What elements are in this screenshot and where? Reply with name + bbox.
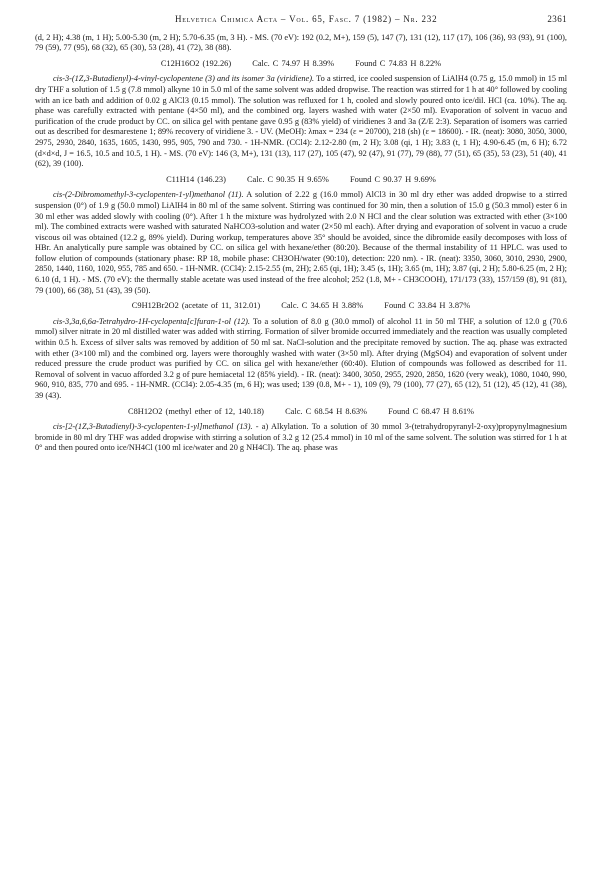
compound-title: cis-3,3a,6,6a-Tetrahydro-1H-cyclopenta[c]furan-1-ol (12). <box>53 316 250 326</box>
calc-values: Calc. C 90.35 H 9.65% <box>246 174 329 184</box>
page-number: 2361 <box>547 14 567 24</box>
formula-text: C12H16O2 (192.26) <box>160 58 232 68</box>
elemental-analysis <box>35 301 567 312</box>
calc-values: Calc. C 34.65 H 3.88% <box>281 301 364 311</box>
paragraph-body: - a) Alkylation. To a solution of 30 mmol 3-(tetrahydropyranyl-2-oxy)propynylmagnesium bromide in 80 ml dry THF was added dropwise with stirring a solution of 3.2 g 12 (25.4 mmol) in 10 ml of the same solvent. The solution was stirred for 1 h at 0° and then poured onto ice/NH4Cl (100 ml ice/water and 20 g NH4Cl). The aq. phase was <box>35 422 567 453</box>
elemental-analysis <box>35 175 567 186</box>
paragraph <box>35 190 567 296</box>
paragraph-body: A solution of 2.22 g (16.0 mmol) AlCl3 in 30 ml dry ether was added dropwise to a stirred suspension (0°) of 1.9 g (50.0 mmol) LiAlH4 in 80 ml of the same solvent. Stirring was continued for 30 min, then a solution of 15.0 g (50.3 mmol) ester 6 in 30 ml ether was added slowly with cooling (0°). After 1 h the mixture was hydrolyzed with 2.0 N HCl and the clear solution was extracted with ether (3×100 ml). The combined extracts were washed with saturated NaHCO3-solution and water (2×50 ml each). After drying and evaporation of solvent in vacuo a crude viscous oil was obtained (12.2 g, 89% yield). During workup, temperatures above 35° should be avoided, since the dibromide easily decomposes with loss of HBr. An analytically pure sample was obtained by CC. on silica gel with hexane/ether (80:20). Because of the thermal instability of 11 HPLC. was used to follow elution of compounds (stationary phase: RP 18, mobile phase: CH3OH/water (90:10), detection: 220 nm). - IR. (neat): 3350, 3060, 3010, 2930, 2900, 2850, 1440, 1160, 1020, 955, 785 and 650. - 1H-NMR. (CCl4): 2.15-2.55 (m, 2H); 2.65 (qi, 1H); 3.45 (s, 1H); 3.65 (m, 1H); 3.87 (qi, 2 H); 5.80-6.25 (m, 2 H); 6.10 (d, 1 H). - MS. (70 eV): the thermally stable acetate was used instead of the free alcohol; 252 (1.8, M+ - CH3COOH), 171/173 (33), 157/159 (8), 91 (81), 79 (100), 66 (38), 51 (43), 39 (50). <box>35 190 568 295</box>
paragraph <box>35 422 567 454</box>
found-values: Found C 90.37 H 9.69% <box>350 174 436 184</box>
found-values: Found C 74.83 H 8.22% <box>355 58 442 68</box>
journal-title: Helvetica Chimica Acta – Vol. 65, Fasc. 7 (1982) – Nr. 232 <box>174 14 438 24</box>
formula-text: C11H14 (146.23) <box>166 174 226 184</box>
calc-values: Calc. C 68.54 H 8.63% <box>285 406 367 416</box>
compound-title: cis-[2-(1Z,3-Butadienyl)-3-cyclopenten-1-yl]methanol (13). <box>53 422 253 432</box>
paragraph-body: To a stirred, ice cooled suspension of LiAlH4 (0.75 g, 15.0 mmol) in 15 ml dry THF a solution of 1.5 g (7.8 mmol) alkyne 10 in 5.0 ml of the same solvent was added dropwise. The reaction was stirred for 1 h at 40° followed by cooling with an ice bath and addition of 0.02 g AlCl3 (0.15 mmol). The solution was refluxed for 1 h, cooled and slowly poured onto ice/dil. HCl (ca. 10%). The aq. phase was carefully extracted with pentane (4×50 ml), and the combined org. layers washed with water (2×50 ml). Evaporation of solvent in vacuo and purification of the crude product by CC. on silica gel with pentane gave 0.95 g (83% yield) of viridienes 3 and 3a (Z/E 2:3). Separation of isomers was carried out as described for desmarestene 1; 89% recovery of viridiene 3. - UV. (MeOH): λmax = 234 (ε = 20700), 218 (sh) (ε = 18600). - IR. (neat): 3080, 3050, 3000, 2975, 2930, 2840, 1635, 1605, 1430, 995, 905, 790 and 730. - 1H-NMR. (CCl4): 2.12-2.80 (m, 2 H); 3.08 (qi, 1 H); 3.83 (t, 1 H); 4.90-6.45 (m, 6 H); 6.72 (d×d×d, J = 16.5, 10.5 and 10.5, 1 H). - MS. (70 eV): 146 (3, M+), 131 (13), 117 (27), 105 (47), 92 (47), 91 (77), 79 (88), 77 (51), 65 (35), 53 (23), 51 (40), 41 (62), 39 (100). <box>35 74 567 169</box>
elemental-analysis <box>35 407 567 418</box>
elemental-analysis <box>35 59 567 70</box>
running-header <box>35 14 567 25</box>
compound-title: cis-(2-Dibromomethyl-3-cyclopenten-1-yl)methanol (11). <box>53 190 244 200</box>
document-page <box>35 14 567 454</box>
formula-text: C8H12O2 (methyl ether of 12, 140.18) <box>128 406 264 416</box>
paragraph <box>35 317 567 402</box>
paragraph-continued: (d, 2 H); 4.38 (m, 1 H); 5.00-5.30 (m, 2 H); 5.70-6.35 (m, 3 H). - MS. (70 eV): 192 (0.2, M+), 159 (5), 147 (7), 131 (12), 117 (17), 106 (36), 93 (93), 91 (100), 79 (59), 77 (95), 68 (32), 65 (30), 53 (28), 41 (72), 38 (88). <box>35 32 567 53</box>
calc-values: Calc. C 74.97 H 8.39% <box>252 58 335 68</box>
paragraph <box>35 74 567 169</box>
found-values: Found C 33.84 H 3.87% <box>384 301 471 311</box>
found-values: Found C 68.47 H 8.61% <box>388 406 474 416</box>
compound-title: cis-3-(1Z,3-Butadienyl)-4-vinyl-cyclopentene (3) and its isomer 3a (viridiene). <box>53 74 315 84</box>
paragraph-body: To a solution of 8.0 g (30.0 mmol) of alcohol 11 in 50 ml THF, a solution of 12.0 g (70.6 mmol) silver nitrate in 20 ml distilled water was added with stirring. Formation of silver bromide occurred immediately and the reaction was usually completed within 0.5 h. Excess of silver salts was removed by addition of 50 ml sat. NaCl-solution and the precipitate removed by suction. The aq. phase was extracted with ether (3×100 ml) and the combined org. layers were thoroughly washed with water (3×50 ml). After drying (MgSO4) and evaporation of solvent under reduced pressure the crude product was purified by CC. on silica gel with hexane/ether (60:40). Elution of compounds was followed as described for 11. Removal of solvent in vacuo afforded 3.2 g of pure hemiacetal 12 (85% yield). - IR. (neat): 3400, 3050, 2955, 2920, 2850, 1620 (very weak), 1080, 1040, 990, 960, 910, 835, 770 and 695. - 1H-NMR. (CCl4): 2.05-4.35 (m, 6 H); was used; 139 (0.8, M+ - 1), 109 (9), 79 (100), 77 (27), 65 (12), 51 (12), 45 (12), 41 (38), 39 (43). <box>35 316 567 400</box>
formula-text: C9H12Br2O2 (acetate of 11, 312.01) <box>131 301 261 311</box>
